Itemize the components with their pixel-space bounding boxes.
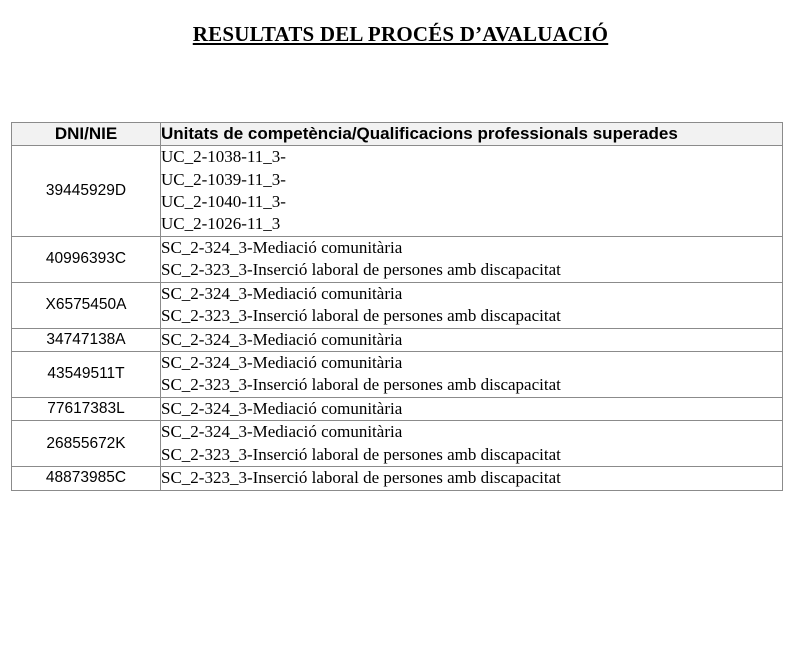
table-row — [12, 352, 783, 398]
unit-line: SC_2-324_3-Mediació comunitària — [161, 329, 403, 349]
table-row — [12, 397, 783, 420]
cell-dni: 43549511T — [12, 352, 161, 398]
unit-line: SC_2-323_3-Inserció laboral de persones amb discapacitat — [161, 306, 561, 326]
unit-line: SC_2-323_3-Inserció laboral de persones amb discapacitat — [161, 375, 561, 395]
unit-line: UC_2-1038-11_3- — [161, 147, 286, 167]
cell-units — [161, 236, 783, 282]
unit-line: SC_2-323_3-Inserció laboral de persones amb discapacitat — [161, 444, 561, 464]
unit-line: SC_2-324_3-Mediació comunitària — [161, 283, 403, 303]
table-row — [12, 328, 783, 351]
cell-units — [161, 146, 783, 237]
unit-line: SC_2-324_3-Mediació comunitària — [161, 422, 403, 442]
table-header — [12, 123, 783, 146]
table-row — [12, 146, 783, 237]
cell-units — [161, 282, 783, 328]
cell-units — [161, 352, 783, 398]
unit-line: SC_2-324_3-Mediació comunitària — [161, 237, 403, 257]
unit-line: SC_2-323_3-Inserció laboral de persones amb discapacitat — [161, 260, 561, 280]
unit-line: SC_2-324_3-Mediació comunitària — [161, 398, 403, 418]
table-body — [12, 146, 783, 491]
column-header-units: Unitats de competència/Qualificacions professionals superades — [161, 123, 783, 146]
cell-units — [161, 397, 783, 420]
column-header-dni: DNI/NIE — [12, 123, 161, 146]
unit-line: SC_2-324_3-Mediació comunitària — [161, 353, 403, 373]
unit-line: SC_2-323_3-Inserció laboral de persones amb discapacitat — [161, 468, 561, 488]
table-row — [12, 236, 783, 282]
cell-dni: 34747138A — [12, 328, 161, 351]
table-header-row — [12, 123, 783, 146]
cell-units — [161, 421, 783, 467]
cell-units — [161, 467, 783, 490]
cell-units — [161, 328, 783, 351]
unit-line: UC_2-1040-11_3- — [161, 191, 286, 211]
cell-dni: 40996393C — [12, 236, 161, 282]
unit-line: UC_2-1039-11_3- — [161, 169, 286, 189]
table-row — [12, 282, 783, 328]
cell-dni: 77617383L — [12, 397, 161, 420]
results-table-container — [11, 122, 783, 491]
cell-dni: 39445929D — [12, 146, 161, 237]
cell-dni: 26855672K — [12, 421, 161, 467]
results-table — [11, 122, 783, 491]
table-row — [12, 467, 783, 490]
cell-dni: X6575450A — [12, 282, 161, 328]
page-title: RESULTATS DEL PROCÉS D’AVALUACIÓ — [192, 22, 609, 46]
document-page — [0, 22, 801, 653]
unit-line: UC_2-1026-11_3 — [161, 214, 281, 234]
cell-dni: 48873985C — [12, 467, 161, 490]
table-row — [12, 421, 783, 467]
